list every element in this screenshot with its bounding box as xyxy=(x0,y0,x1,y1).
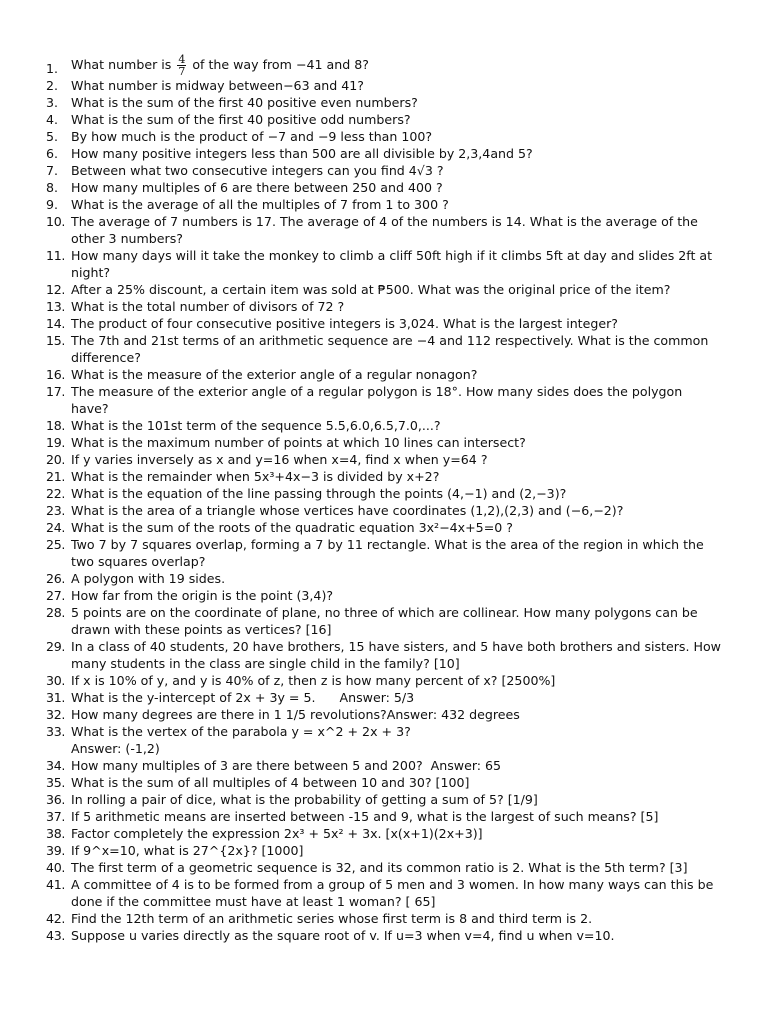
question-number: 6. xyxy=(46,146,59,161)
question-text: The first term of a geometric sequence is 32, and its common ratio is 2. What is the 5th term? [3] xyxy=(71,860,688,875)
question-number: 26. xyxy=(46,571,66,586)
question-item xyxy=(46,52,722,77)
question-item xyxy=(46,757,722,774)
question-item xyxy=(46,111,722,128)
question-item xyxy=(46,434,722,451)
question-number: 43. xyxy=(46,928,66,943)
question-text: Factor completely the expression 2x³ + 5x² + 3x. [x(x+1)(2x+3)] xyxy=(71,826,483,841)
question-number: 22. xyxy=(46,486,66,501)
question-item xyxy=(46,774,722,791)
question-item xyxy=(46,689,722,706)
question-text: In a class of 40 students, 20 have brothers, 15 have sisters, and 5 have both brothers and sisters. How many students in the class are single child in the family? [10] xyxy=(71,639,721,671)
question-item xyxy=(46,179,722,196)
question-number: 17. xyxy=(46,384,66,399)
question-number: 30. xyxy=(46,673,66,688)
question-item xyxy=(46,672,722,689)
question-item xyxy=(46,417,722,434)
question-text: How many multiples of 6 are there between 250 and 400 ? xyxy=(71,180,443,195)
question-number: 10. xyxy=(46,214,66,229)
answer-text: Answer: (-1,2) xyxy=(71,741,160,756)
question-item xyxy=(46,485,722,502)
question-text: By how much is the product of −7 and −9 less than 100? xyxy=(71,129,433,144)
question-number: 28. xyxy=(46,605,66,620)
question-number: 21. xyxy=(46,469,66,484)
question-text: Find the 12th term of an arithmetic series whose first term is 8 and third term is 2. xyxy=(71,911,593,926)
question-text: How many days will it take the monkey to climb a cliff 50ft high if it climbs 5ft at day and slides 2ft at night? xyxy=(71,248,713,280)
question-item xyxy=(46,145,722,162)
question-item xyxy=(46,927,722,944)
question-number: 12. xyxy=(46,282,66,297)
question-item xyxy=(46,77,722,94)
question-number: 9. xyxy=(46,197,59,212)
question-number: 35. xyxy=(46,775,66,790)
question-text: What is the vertex of the parabola y = x^2 + 2x + 3? xyxy=(71,724,411,739)
question-number: 37. xyxy=(46,809,66,824)
question-text: What is the total number of divisors of 72 ? xyxy=(71,299,345,314)
question-text: How many multiples of 3 are there between 5 and 200? Answer: 65 xyxy=(71,758,502,773)
question-item xyxy=(46,247,722,281)
question-number: 41. xyxy=(46,877,66,892)
question-number: 7. xyxy=(46,163,59,178)
question-text: How far from the origin is the point (3,4)? xyxy=(71,588,334,603)
question-number: 5. xyxy=(46,129,59,144)
question-item xyxy=(46,162,722,179)
question-number: 40. xyxy=(46,860,66,875)
question-text: The 7th and 21st terms of an arithmetic sequence are −4 and 112 respectively. What is the common difference? xyxy=(71,333,709,365)
question-item xyxy=(46,876,722,910)
question-number: 20. xyxy=(46,452,66,467)
question-item xyxy=(46,706,722,723)
question-item xyxy=(46,502,722,519)
question-text: Between what two consecutive integers can you find 4√3 ? xyxy=(71,163,444,178)
question-text: The product of four consecutive positive integers is 3,024. What is the largest integer? xyxy=(71,316,618,331)
question-text: If y varies inversely as x and y=16 when x=4, find x when y=64 ? xyxy=(71,452,488,467)
question-text: What is the remainder when 5x³+4x−3 is divided by x+2? xyxy=(71,469,440,484)
question-number: 36. xyxy=(46,792,66,807)
question-number: 33. xyxy=(46,724,66,739)
question-number: 18. xyxy=(46,418,66,433)
question-text: What is the equation of the line passing through the points (4,−1) and (2,−3)? xyxy=(71,486,567,501)
question-text: What is the measure of the exterior angle of a regular nonagon? xyxy=(71,367,478,382)
question-number: 1. xyxy=(46,61,59,76)
question-text: What is the sum of the roots of the quadratic equation 3x²−4x+5=0 ? xyxy=(71,520,513,535)
question-item xyxy=(46,859,722,876)
question-item xyxy=(46,808,722,825)
question-item xyxy=(46,536,722,570)
question-item xyxy=(46,570,722,587)
question-item xyxy=(46,791,722,808)
question-number: 25. xyxy=(46,537,66,552)
question-number: 13. xyxy=(46,299,66,314)
question-text: of the way from −41 and 8? xyxy=(188,57,369,72)
question-item xyxy=(46,94,722,111)
question-item xyxy=(46,587,722,604)
question-item xyxy=(46,468,722,485)
question-text: A polygon with 19 sides. xyxy=(71,571,226,586)
question-item xyxy=(46,519,722,536)
question-item xyxy=(46,332,722,366)
question-item xyxy=(46,383,722,417)
question-number: 2. xyxy=(46,78,59,93)
question-text: What number is midway between−63 and 41? xyxy=(71,78,364,93)
question-text: If x is 10% of y, and y is 40% of z, then z is how many percent of x? [2500%] xyxy=(71,673,556,688)
question-item xyxy=(46,298,722,315)
question-number: 34. xyxy=(46,758,66,773)
question-number: 4. xyxy=(46,112,59,127)
question-text: After a 25% discount, a certain item was sold at ₱500. What was the original price of the item? xyxy=(71,282,671,297)
question-item xyxy=(46,451,722,468)
question-number: 8. xyxy=(46,180,59,195)
question-number: 23. xyxy=(46,503,66,518)
question-text: A committee of 4 is to be formed from a group of 5 men and 3 women. In how many ways can this be done if the committee must have at least 1 woman? [ 65] xyxy=(71,877,714,909)
question-item xyxy=(46,723,722,757)
question-number: 14. xyxy=(46,316,66,331)
question-item xyxy=(46,910,722,927)
fraction-denominator: 7 xyxy=(178,65,186,78)
question-text: What is the average of all the multiples of 7 from 1 to 300 ? xyxy=(71,197,449,212)
question-text: Two 7 by 7 squares overlap, forming a 7 by 11 rectangle. What is the area of the region in which the two squares overlap? xyxy=(71,537,704,569)
question-text: What number is xyxy=(71,57,176,72)
question-text: In rolling a pair of dice, what is the probability of getting a sum of 5? [1/9] xyxy=(71,792,538,807)
question-number: 39. xyxy=(46,843,66,858)
question-text: If 5 arithmetic means are inserted between -15 and 9, what is the largest of such means? [5] xyxy=(71,809,659,824)
question-list xyxy=(46,52,722,944)
question-number: 15. xyxy=(46,333,66,348)
question-text: What is the maximum number of points at which 10 lines can intersect? xyxy=(71,435,526,450)
question-text: Suppose u varies directly as the square root of v. If u=3 when v=4, find u when v=10. xyxy=(71,928,615,943)
question-text: How many degrees are there in 1 1/5 revolutions?Answer: 432 degrees xyxy=(71,707,520,722)
question-text: What is the sum of the first 40 positive even numbers? xyxy=(71,95,418,110)
fraction xyxy=(177,54,186,77)
question-text: The measure of the exterior angle of a regular polygon is 18°. How many sides does the polygon have? xyxy=(71,384,683,416)
question-item xyxy=(46,842,722,859)
question-item xyxy=(46,128,722,145)
question-text: What is the area of a triangle whose vertices have coordinates (1,2),(2,3) and (−6,−2)? xyxy=(71,503,624,518)
question-item xyxy=(46,281,722,298)
question-text: What is the sum of the first 40 positive odd numbers? xyxy=(71,112,411,127)
question-number: 3. xyxy=(46,95,59,110)
question-number: 11. xyxy=(46,248,66,263)
question-item xyxy=(46,638,722,672)
question-text: What is the sum of all multiples of 4 between 10 and 30? [100] xyxy=(71,775,470,790)
question-number: 19. xyxy=(46,435,66,450)
question-number: 38. xyxy=(46,826,66,841)
question-item xyxy=(46,825,722,842)
question-text: What is the 101st term of the sequence 5.5,6.0,6.5,7.0,...? xyxy=(71,418,441,433)
question-item xyxy=(46,196,722,213)
question-number: 29. xyxy=(46,639,66,654)
question-text: What is the y-intercept of 2x + 3y = 5. Answer: 5/3 xyxy=(71,690,415,705)
question-number: 16. xyxy=(46,367,66,382)
question-item xyxy=(46,604,722,638)
question-text: How many positive integers less than 500 are all divisible by 2,3,4and 5? xyxy=(71,146,533,161)
question-number: 31. xyxy=(46,690,66,705)
question-number: 24. xyxy=(46,520,66,535)
question-number: 42. xyxy=(46,911,66,926)
question-item xyxy=(46,366,722,383)
question-number: 32. xyxy=(46,707,66,722)
question-text: If 9^x=10, what is 27^{2x}? [1000] xyxy=(71,843,304,858)
question-text: The average of 7 numbers is 17. The average of 4 of the numbers is 14. What is the average of the other 3 numbers? xyxy=(71,214,698,246)
question-text: 5 points are on the coordinate of plane, no three of which are collinear. How many polygons can be drawn with these points as vertices? [16] xyxy=(71,605,698,637)
question-item xyxy=(46,213,722,247)
fraction-numerator: 4 xyxy=(178,53,186,66)
question-number: 27. xyxy=(46,588,66,603)
question-item xyxy=(46,315,722,332)
